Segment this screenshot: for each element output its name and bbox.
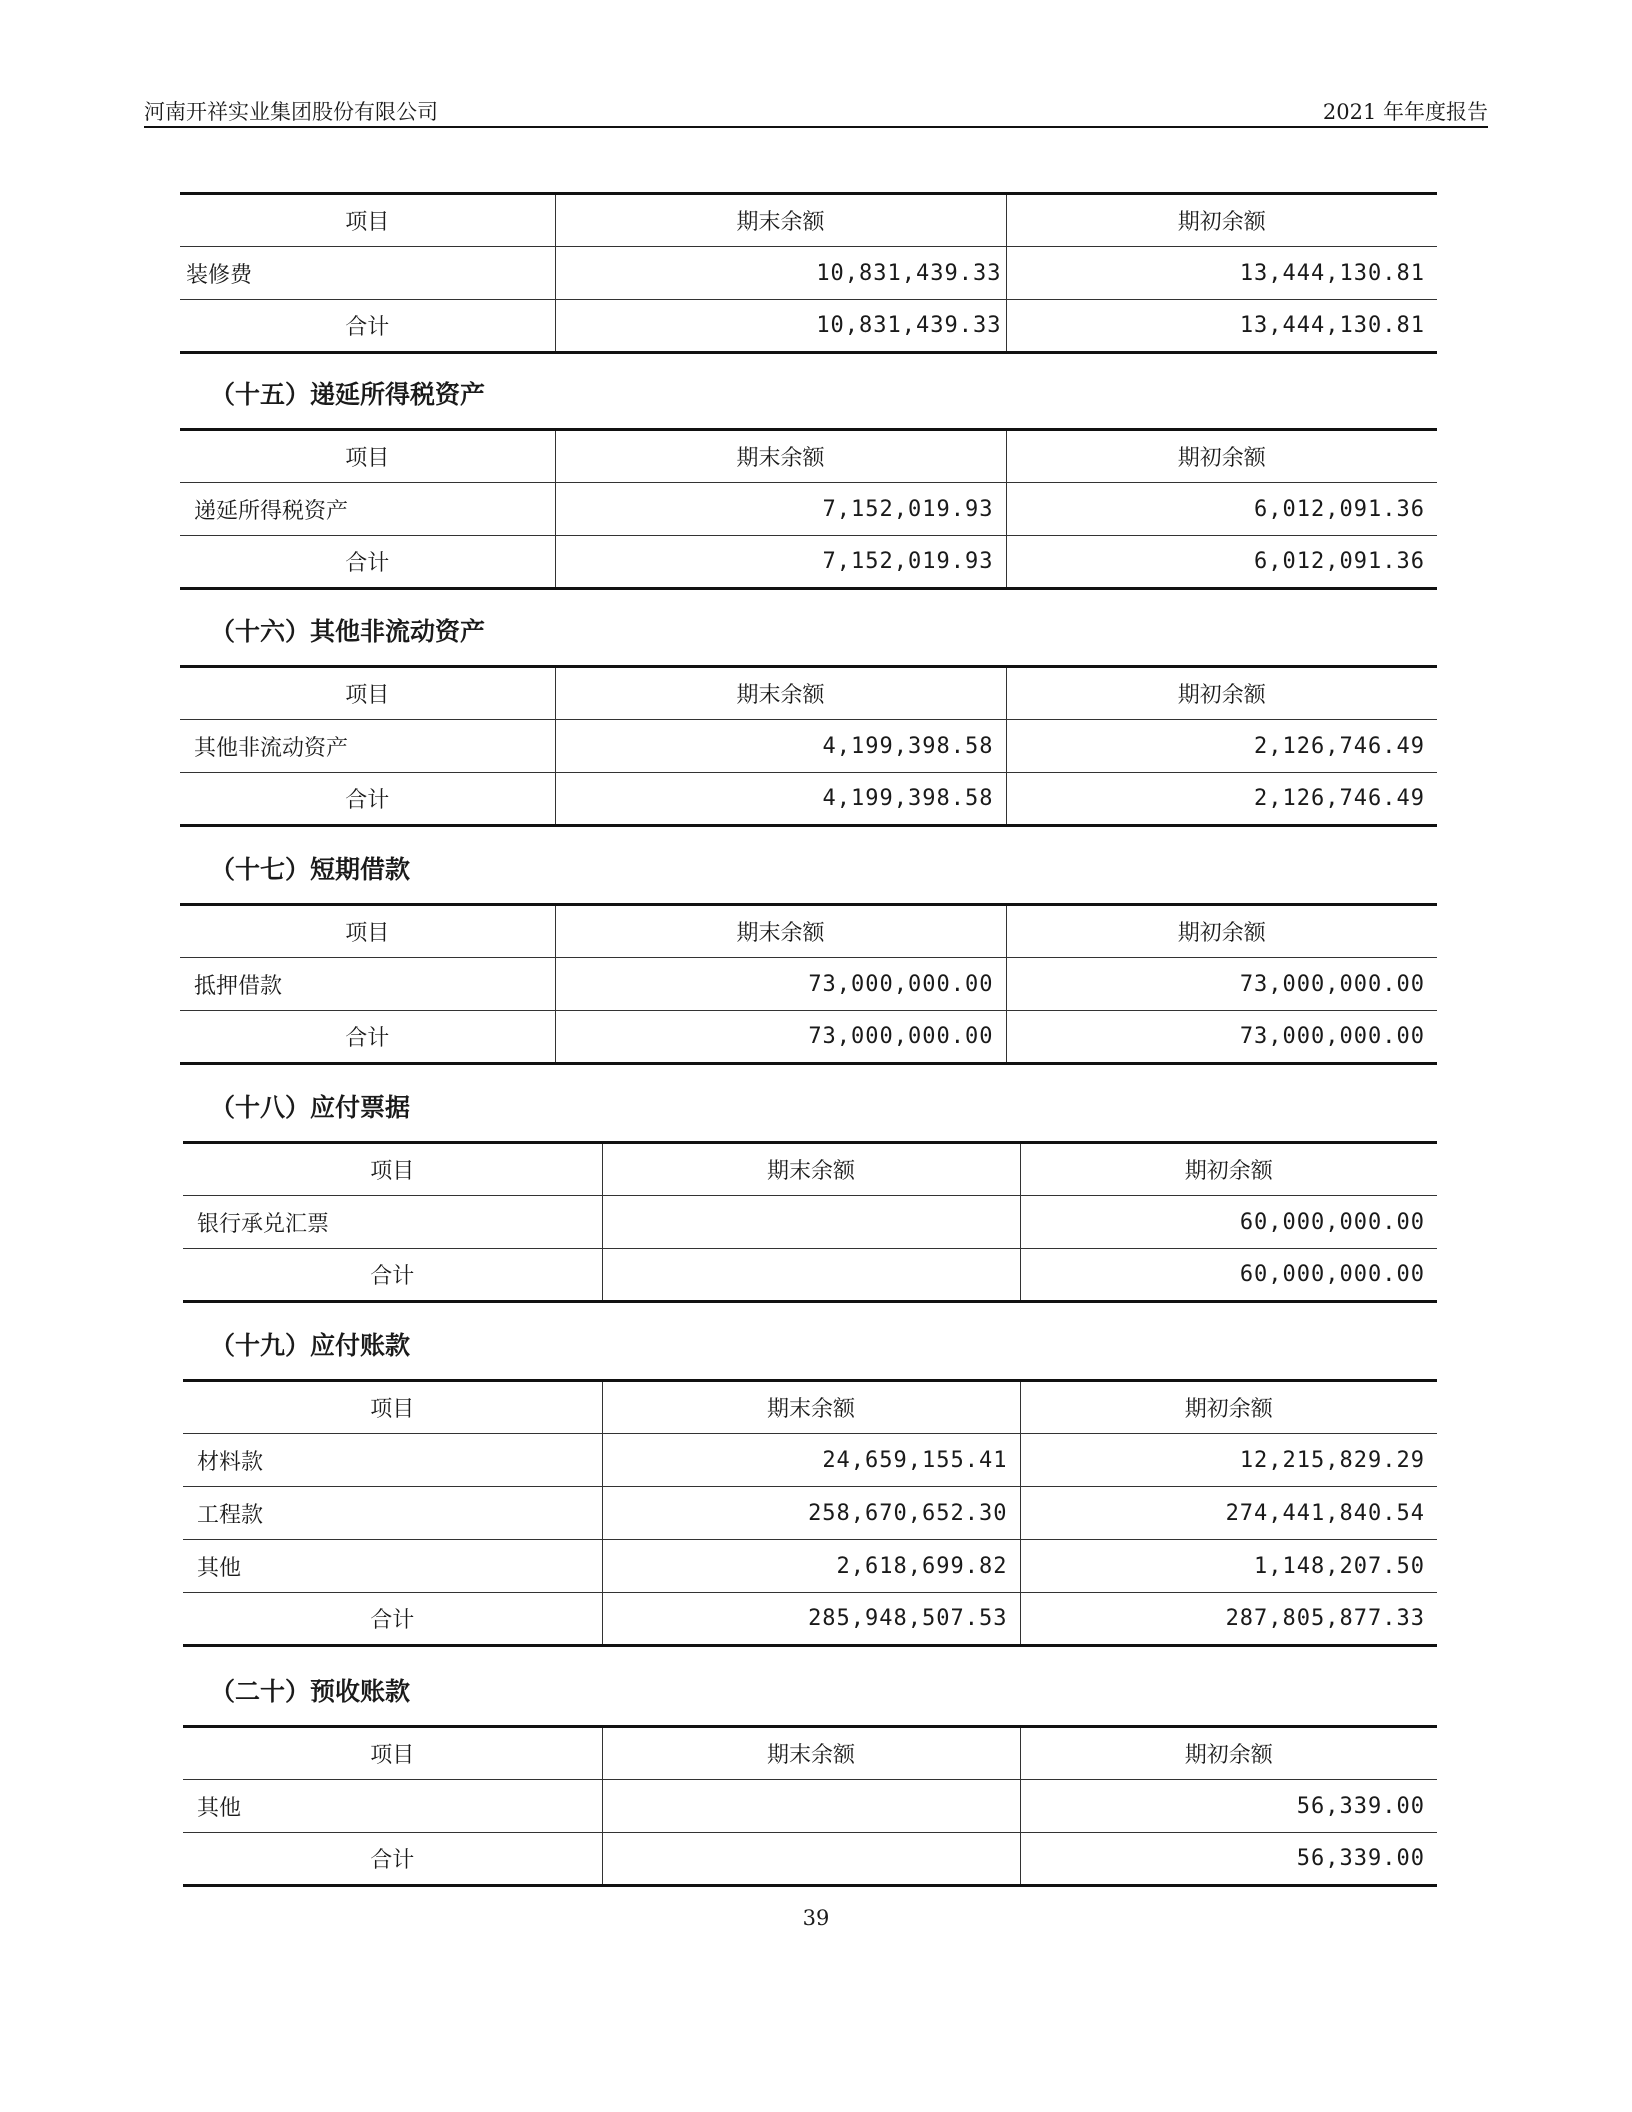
table-header-row <box>180 430 1437 483</box>
total-row <box>183 1593 1437 1646</box>
row-begin-value: 60,000,000.00 <box>1020 1196 1437 1249</box>
row-end-value: 2,618,699.82 <box>602 1540 1020 1593</box>
table-advance-receipts <box>183 1725 1437 1887</box>
total-label: 合计 <box>345 788 390 813</box>
total-end-value: 4,199,398.58 <box>555 773 1006 826</box>
total-begin-value: 13,444,130.81 <box>1006 300 1437 353</box>
total-end-value: 10,831,439.33 <box>555 300 1006 353</box>
table-row <box>180 720 1437 773</box>
table-row <box>183 1434 1437 1487</box>
col-item-header: 项目 <box>180 905 555 958</box>
row-begin-value: 56,339.00 <box>1020 1780 1437 1833</box>
row-label: 递延所得税资产 <box>180 483 555 536</box>
col-begin-header: 期初余额 <box>1006 430 1437 483</box>
col-item-header: 项目 <box>183 1727 602 1780</box>
table-header-row <box>183 1727 1437 1780</box>
col-begin-header: 期初余额 <box>1006 667 1437 720</box>
section-title-17: （十七）短期借款 <box>210 855 411 884</box>
row-end-value: 7,152,019.93 <box>555 483 1006 536</box>
total-row <box>180 773 1437 826</box>
total-begin-value: 73,000,000.00 <box>1006 1011 1437 1064</box>
row-label: 工程款 <box>183 1487 602 1540</box>
table-other-noncurrent-assets <box>180 665 1437 827</box>
table-header-row <box>180 905 1437 958</box>
row-end-value: 10,831,439.33 <box>555 247 1006 300</box>
total-end-value: 7,152,019.93 <box>555 536 1006 589</box>
row-begin-value: 6,012,091.36 <box>1006 483 1437 536</box>
total-begin-value: 6,012,091.36 <box>1006 536 1437 589</box>
row-begin-value: 73,000,000.00 <box>1006 958 1437 1011</box>
col-end-header: 期末余额 <box>555 430 1006 483</box>
total-label: 合计 <box>345 315 390 340</box>
table-short-term-loans <box>180 903 1437 1065</box>
row-label: 装修费 <box>180 247 555 300</box>
table-row <box>183 1487 1437 1540</box>
col-begin-header: 期初余额 <box>1006 194 1437 247</box>
row-end-value: 73,000,000.00 <box>555 958 1006 1011</box>
total-begin-value: 2,126,746.49 <box>1006 773 1437 826</box>
table-row <box>180 483 1437 536</box>
section-title-20: （二十）预收账款 <box>210 1677 411 1706</box>
table-header-row <box>180 194 1437 247</box>
total-row <box>180 300 1437 353</box>
table-row <box>183 1196 1437 1249</box>
col-begin-header: 期初余额 <box>1020 1727 1437 1780</box>
col-begin-header: 期初余额 <box>1020 1381 1437 1434</box>
col-end-header: 期末余额 <box>555 667 1006 720</box>
col-begin-header: 期初余额 <box>1020 1143 1437 1196</box>
col-item-header: 项目 <box>183 1143 602 1196</box>
page-number: 39 <box>802 1906 830 1930</box>
total-row <box>183 1833 1437 1886</box>
row-label: 抵押借款 <box>180 958 555 1011</box>
row-begin-value: 1,148,207.50 <box>1020 1540 1437 1593</box>
col-begin-header: 期初余额 <box>1006 905 1437 958</box>
row-begin-value: 274,441,840.54 <box>1020 1487 1437 1540</box>
table-row <box>180 958 1437 1011</box>
col-end-header: 期末余额 <box>555 194 1006 247</box>
table-header-row <box>183 1143 1437 1196</box>
col-item-header: 项目 <box>180 667 555 720</box>
table-row <box>180 247 1437 300</box>
row-label: 其他 <box>183 1540 602 1593</box>
table-long-term-prepaid <box>180 192 1437 354</box>
row-begin-value: 2,126,746.49 <box>1006 720 1437 773</box>
table-accounts-payable <box>183 1379 1437 1647</box>
table-row <box>183 1540 1437 1593</box>
table-deferred-tax-assets <box>180 428 1437 590</box>
table-header-row <box>180 667 1437 720</box>
section-title-18: （十八）应付票据 <box>210 1093 411 1122</box>
total-label: 合计 <box>370 1264 415 1289</box>
page-header <box>144 92 1488 128</box>
row-end-value: 258,670,652.30 <box>602 1487 1020 1540</box>
section-title-19: （十九）应付账款 <box>210 1331 411 1360</box>
row-end-value: 24,659,155.41 <box>602 1434 1020 1487</box>
total-end-value: 73,000,000.00 <box>555 1011 1006 1064</box>
total-begin-value: 60,000,000.00 <box>1020 1249 1437 1302</box>
total-end-value: 285,948,507.53 <box>602 1593 1020 1646</box>
section-title-15: （十五）递延所得税资产 <box>210 380 486 409</box>
total-label: 合计 <box>370 1608 415 1633</box>
row-begin-value: 13,444,130.81 <box>1006 247 1437 300</box>
total-label: 合计 <box>370 1848 415 1873</box>
total-label: 合计 <box>345 1026 390 1051</box>
col-end-header: 期末余额 <box>602 1143 1020 1196</box>
total-row <box>180 1011 1437 1064</box>
section-title-16: （十六）其他非流动资产 <box>210 617 486 646</box>
total-begin-value: 56,339.00 <box>1020 1833 1437 1886</box>
row-label: 其他非流动资产 <box>180 720 555 773</box>
row-end-value: 4,199,398.58 <box>555 720 1006 773</box>
total-end-value <box>602 1249 1020 1302</box>
row-label: 材料款 <box>183 1434 602 1487</box>
total-row <box>183 1249 1437 1302</box>
company-name: 河南开祥实业集团股份有限公司 <box>144 100 438 124</box>
total-label: 合计 <box>345 551 390 576</box>
col-item-header: 项目 <box>183 1381 602 1434</box>
row-end-value <box>602 1780 1020 1833</box>
table-row <box>183 1780 1437 1833</box>
table-header-row <box>183 1381 1437 1434</box>
row-label: 其他 <box>183 1780 602 1833</box>
row-begin-value: 12,215,829.29 <box>1020 1434 1437 1487</box>
total-end-value <box>602 1833 1020 1886</box>
col-item-header: 项目 <box>180 430 555 483</box>
report-title: 2021 年年度报告 <box>1322 100 1488 124</box>
col-end-header: 期末余额 <box>555 905 1006 958</box>
total-begin-value: 287,805,877.33 <box>1020 1593 1437 1646</box>
row-end-value <box>602 1196 1020 1249</box>
col-item-header: 项目 <box>180 194 555 247</box>
row-label: 银行承兑汇票 <box>183 1196 602 1249</box>
col-end-header: 期末余额 <box>602 1727 1020 1780</box>
table-notes-payable <box>183 1141 1437 1303</box>
total-row <box>180 536 1437 589</box>
col-end-header: 期末余额 <box>602 1381 1020 1434</box>
